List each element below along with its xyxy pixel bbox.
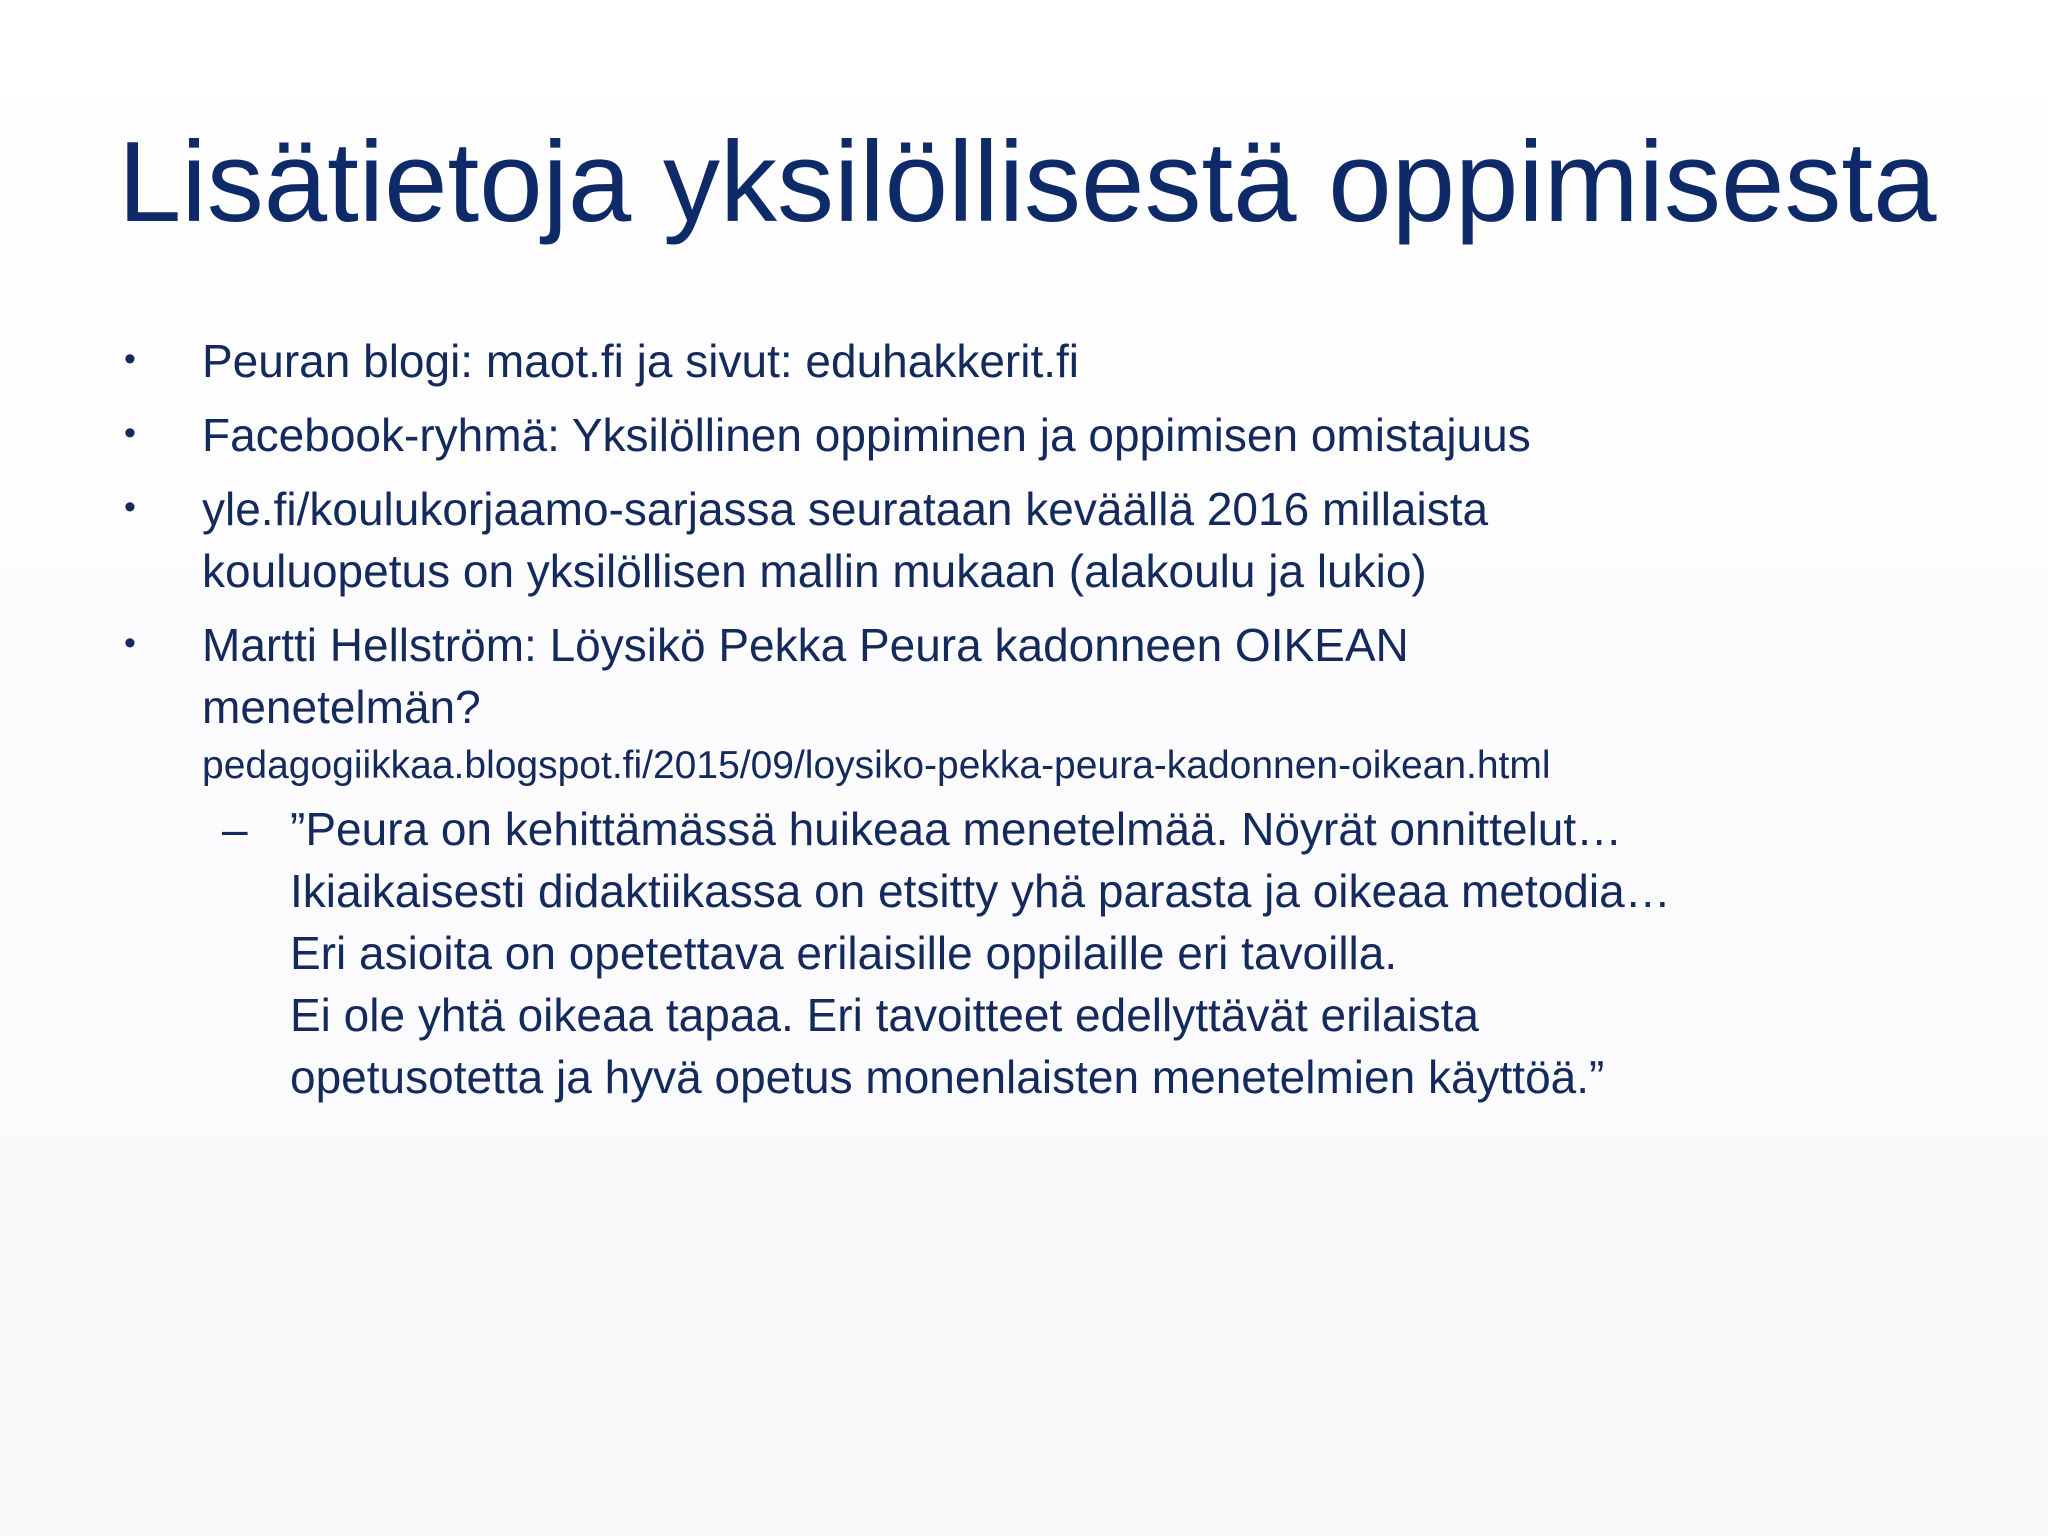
- bullet-marker: •: [124, 624, 136, 662]
- bullet-text: yle.fi/koulukorjaamo-sarjassa seurataan keväällä 2016 millaista: [202, 483, 1489, 535]
- bullet-marker: •: [124, 488, 136, 526]
- bullet-item: [120, 614, 1980, 1108]
- bullet-item: [120, 404, 1980, 466]
- bullet-text: menetelmän?: [202, 681, 481, 733]
- bullet-text: Martti Hellström: Löysikö Pekka Peura kadonneen OIKEAN: [202, 619, 1409, 671]
- bullet-text: kouluopetus on yksilöllisen mallin mukaan (alakoulu ja lukio): [202, 545, 1427, 597]
- bullet-text: Facebook-ryhmä: Yksilöllinen oppiminen ja oppimisen omistajuus: [202, 409, 1531, 461]
- quote-line: Eri asioita on opetettava erilaisille oppilaille eri tavoilla.: [290, 927, 1398, 979]
- blog-url: pedagogiikkaa.blogspot.fi/2015/09/loysiko-pekka-peura-kadonnen-oikean.html: [202, 744, 1551, 787]
- quote-line: Ei ole yhtä oikeaa tapaa. Eri tavoitteet edellyttävät erilaista: [290, 989, 1480, 1041]
- bullet-item: [120, 478, 1980, 602]
- quote-line: opetusotetta ja hyvä opetus monenlaisten menetelmien käyttöä.”: [290, 1051, 1605, 1103]
- quote-line: Ikiaikaisesti didaktiikassa on etsitty yhä parasta ja oikeaa metodia…: [290, 865, 1671, 917]
- bullet-marker: •: [124, 414, 136, 452]
- bullet-list: [120, 330, 1980, 1120]
- quote-line: ”Peura on kehittämässä huikeaa menetelmää. Nöyrät onnittelut…: [290, 803, 1623, 855]
- quote-subitem: [202, 798, 1980, 1108]
- bullet-marker: •: [124, 340, 136, 378]
- sub-bullet-marker: –: [222, 803, 248, 855]
- bullet-item: [120, 330, 1980, 392]
- slide-title: Lisätietoja yksilöllisestä oppimisesta: [118, 119, 1937, 246]
- bullet-text: Peuran blogi: maot.fi ja sivut: eduhakkerit.fi: [202, 335, 1080, 387]
